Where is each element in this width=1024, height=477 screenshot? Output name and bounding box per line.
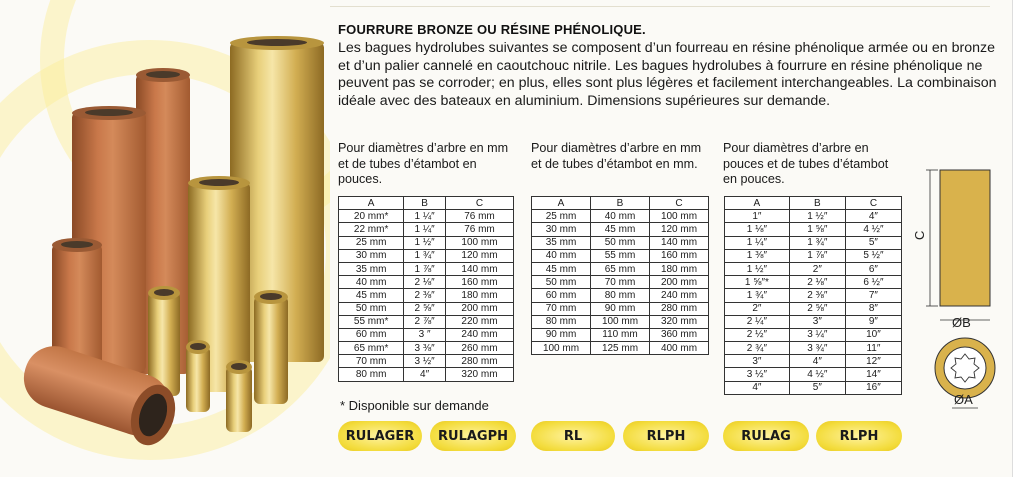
table-cell: 1 ⅜″ xyxy=(725,249,790,262)
table-cell: 6″ xyxy=(845,262,901,275)
table-cell: 1 ½″ xyxy=(404,236,446,249)
table-cell: 50 mm xyxy=(591,236,650,249)
table-cell: 320 mm xyxy=(445,368,513,381)
table-row xyxy=(725,210,902,223)
table-cell: 16″ xyxy=(845,381,901,394)
table-header-cell: C xyxy=(845,197,901,210)
dimension-b-label: ØB xyxy=(952,315,971,330)
table-cell: 280 mm xyxy=(650,302,709,315)
table-row xyxy=(339,315,514,328)
table-row xyxy=(725,236,902,249)
table-header-cell: A xyxy=(339,197,404,210)
bronze-bushing-small xyxy=(254,296,288,404)
table-cell: 8″ xyxy=(845,302,901,315)
table-cell: 4 ½″ xyxy=(789,368,845,381)
table-cell: 2 ⅞″ xyxy=(404,315,446,328)
table-cell: 260 mm xyxy=(445,342,513,355)
table-row xyxy=(339,223,514,236)
table-header-cell: A xyxy=(532,197,591,210)
table-row xyxy=(532,210,709,223)
table-header-row xyxy=(532,197,709,210)
table-row xyxy=(339,302,514,315)
table-cell: 4 ½″ xyxy=(845,223,901,236)
table-cell: 4″ xyxy=(845,210,901,223)
table-cell: 45 mm xyxy=(591,223,650,236)
table-cell: 9″ xyxy=(845,315,901,328)
badge-rulag: RULAG xyxy=(723,421,809,451)
section-description: Les bagues hydrolubes suivantes se composent d’un fourreau en résine phénolique armée ou en bronze et d’un palier cannelé en caoutchouc nitrile. Les bagues hydrolubes à fourrure en résine phénolique ne peuvent pas se corroder; en plus, elles sont plus légères et facilement interchangeables. La combinaison idéale avec des bateaux en aluminium. Dimensions supérieures sur demande. xyxy=(338,40,997,109)
table-row xyxy=(532,249,709,262)
table-cell: 2″ xyxy=(789,262,845,275)
section-title: FOURRURE BRONZE OU RÉSINE PHÉNOLIQUE. xyxy=(338,22,646,37)
table-cell: 3 ⅜″ xyxy=(404,342,446,355)
table-cell: 90 mm xyxy=(591,302,650,315)
table-row xyxy=(725,289,902,302)
top-rule xyxy=(330,6,990,7)
product-photo xyxy=(0,0,330,477)
table-cell: 120 mm xyxy=(650,223,709,236)
bronze-bushing-mini xyxy=(186,346,210,412)
table-cell: 1 ¾″ xyxy=(725,289,790,302)
table-cell: 1 ¼″ xyxy=(404,210,446,223)
table-cell: 1 ½″ xyxy=(789,210,845,223)
table-row xyxy=(532,342,709,355)
table-cell: 2 ⅜″ xyxy=(404,289,446,302)
table-cell: 7″ xyxy=(845,289,901,302)
table-cell: 1″ xyxy=(725,210,790,223)
table-cell: 160 mm xyxy=(650,249,709,262)
table-cell: 180 mm xyxy=(650,262,709,275)
table-cell: 20 mm* xyxy=(339,210,404,223)
table-row xyxy=(339,368,514,381)
table-cell: 50 mm xyxy=(339,302,404,315)
table-cell: 360 mm xyxy=(650,328,709,341)
table-row xyxy=(339,342,514,355)
table-row xyxy=(532,315,709,328)
table-cell: 45 mm xyxy=(339,289,404,302)
table-cell: 240 mm xyxy=(445,328,513,341)
spec-table-mm-mm xyxy=(531,196,709,355)
table-cell: 80 mm xyxy=(591,289,650,302)
badge-rulagph: RULAGPH xyxy=(430,421,516,451)
table-cell: 2 ¼″ xyxy=(725,315,790,328)
spec-table-mm-inch xyxy=(338,196,514,382)
table-cell: 65 mm xyxy=(591,262,650,275)
table-row xyxy=(532,276,709,289)
table-row xyxy=(532,223,709,236)
table-cell: 25 mm xyxy=(339,236,404,249)
table-cell: 200 mm xyxy=(445,302,513,315)
table-cell: 400 mm xyxy=(650,342,709,355)
table-header-cell: B xyxy=(789,197,845,210)
table-cell: 5″ xyxy=(789,381,845,394)
table-cell: 76 mm xyxy=(445,210,513,223)
table-cell: 160 mm xyxy=(445,276,513,289)
table-header-cell: A xyxy=(725,197,790,210)
bushing-side-view xyxy=(940,170,990,306)
table-row xyxy=(532,302,709,315)
table-cell: 2 ⅜″ xyxy=(789,289,845,302)
table-cell: 2 ½″ xyxy=(725,328,790,341)
table-row xyxy=(339,262,514,275)
table-cell: 10″ xyxy=(845,328,901,341)
table-row xyxy=(339,328,514,341)
table-cell: 40 mm xyxy=(591,210,650,223)
table-cell: 40 mm xyxy=(532,249,591,262)
table-cell: 140 mm xyxy=(445,262,513,275)
table-cell: 120 mm xyxy=(445,249,513,262)
bushing-dimension-diagram xyxy=(912,160,1012,420)
table-cell: 70 mm xyxy=(591,276,650,289)
table-row xyxy=(725,342,902,355)
table-cell: 3 ¼″ xyxy=(789,328,845,341)
table-cell: 2 ¾″ xyxy=(725,342,790,355)
table-cell: 200 mm xyxy=(650,276,709,289)
table-cell: 30 mm xyxy=(532,223,591,236)
table-row xyxy=(339,289,514,302)
table-cell: 125 mm xyxy=(591,342,650,355)
table-cell: 5″ xyxy=(845,236,901,249)
table-cell: 35 mm xyxy=(339,262,404,275)
table-cell: 2 ⅛″ xyxy=(404,276,446,289)
table-cell: 60 mm xyxy=(532,289,591,302)
table-row xyxy=(725,381,902,394)
dimension-a-label: ØA xyxy=(954,392,973,407)
table-cell: 35 mm xyxy=(532,236,591,249)
table-row xyxy=(725,262,902,275)
table-header-row xyxy=(339,197,514,210)
table-cell: 1 ⅞″ xyxy=(789,249,845,262)
table-cell: 25 mm xyxy=(532,210,591,223)
table-cell: 1 ¼″ xyxy=(404,223,446,236)
table-cell: 220 mm xyxy=(445,315,513,328)
table-cell: 70 mm xyxy=(532,302,591,315)
badge-rl: RL xyxy=(531,421,615,451)
table-row xyxy=(532,236,709,249)
table-header-cell: C xyxy=(650,197,709,210)
table-cell: 3″ xyxy=(789,315,845,328)
table-cell: 100 mm xyxy=(650,210,709,223)
table-cell: 4″ xyxy=(789,355,845,368)
table-cell: 80 mm xyxy=(339,368,404,381)
table-row xyxy=(339,236,514,249)
table-cell: 2 ⅛″ xyxy=(789,276,845,289)
table-row xyxy=(725,249,902,262)
table-cell: 2 ⅝″ xyxy=(404,302,446,315)
table-cell: 22 mm* xyxy=(339,223,404,236)
table-cell: 110 mm xyxy=(591,328,650,341)
bronze-bushing-mini xyxy=(226,366,252,432)
table-cell: 6 ½″ xyxy=(845,276,901,289)
table-row xyxy=(339,210,514,223)
table-cell: 1 ¾″ xyxy=(404,249,446,262)
table-cell: 60 mm xyxy=(339,328,404,341)
table-cell: 40 mm xyxy=(339,276,404,289)
table-cell: 70 mm xyxy=(339,355,404,368)
table-cell: 90 mm xyxy=(532,328,591,341)
table-cell: 3 ½″ xyxy=(404,355,446,368)
table-row xyxy=(725,355,902,368)
table-row xyxy=(532,262,709,275)
table-cell: 55 mm xyxy=(591,249,650,262)
table-cell: 50 mm xyxy=(532,276,591,289)
table-row xyxy=(339,249,514,262)
table-cell: 320 mm xyxy=(650,315,709,328)
table-row xyxy=(725,328,902,341)
availability-note: * Disponible sur demande xyxy=(340,398,489,413)
table-cell: 140 mm xyxy=(650,236,709,249)
badge-rlph-inch: RLPH xyxy=(816,421,902,451)
table-cell: 55 mm* xyxy=(339,315,404,328)
table-cell: 1 ⅝″* xyxy=(725,276,790,289)
table-row xyxy=(532,289,709,302)
dimension-c-label: C xyxy=(912,230,927,240)
table-cell: 1 ⅛″ xyxy=(725,223,790,236)
table-cell: 5 ½″ xyxy=(845,249,901,262)
column-intro-mm-inch: Pour diamètres d’arbre en mm et de tubes d’étambot en pouces. xyxy=(338,141,509,187)
table-cell: 45 mm xyxy=(532,262,591,275)
table-cell: 2″ xyxy=(725,302,790,315)
column-intro-mm-mm: Pour diamètres d’arbre en mm et de tubes d’étambot en mm. xyxy=(531,141,702,171)
table-row xyxy=(725,315,902,328)
column-intro-inch-inch: Pour diamètres d’arbre en pouces et de tubes d’étambot en pouces. xyxy=(723,141,889,187)
table-cell: 11″ xyxy=(845,342,901,355)
table-cell: 3 ″ xyxy=(404,328,446,341)
table-cell: 3 ¾″ xyxy=(789,342,845,355)
table-header-cell: C xyxy=(445,197,513,210)
table-cell: 240 mm xyxy=(650,289,709,302)
fluted-bore xyxy=(951,354,979,382)
table-cell: 1 ½″ xyxy=(725,262,790,275)
table-cell: 100 mm xyxy=(591,315,650,328)
table-row xyxy=(725,223,902,236)
table-cell: 100 mm xyxy=(445,236,513,249)
page-edge xyxy=(1012,0,1024,477)
table-cell: 100 mm xyxy=(532,342,591,355)
table-cell: 3 ½″ xyxy=(725,368,790,381)
table-cell: 1 ⅞″ xyxy=(404,262,446,275)
table-cell: 80 mm xyxy=(532,315,591,328)
table-cell: 280 mm xyxy=(445,355,513,368)
table-cell: 30 mm xyxy=(339,249,404,262)
table-cell: 180 mm xyxy=(445,289,513,302)
table-header-row xyxy=(725,197,902,210)
badge-rulager: RULAGER xyxy=(338,421,422,451)
table-header-cell: B xyxy=(591,197,650,210)
table-row xyxy=(339,276,514,289)
table-cell: 4″ xyxy=(725,381,790,394)
table-cell: 3″ xyxy=(725,355,790,368)
table-cell: 4″ xyxy=(404,368,446,381)
table-cell: 2 ⅝″ xyxy=(789,302,845,315)
table-row xyxy=(725,302,902,315)
table-row xyxy=(532,328,709,341)
table-row xyxy=(339,355,514,368)
table-cell: 12″ xyxy=(845,355,901,368)
table-cell: 1 ⅝″ xyxy=(789,223,845,236)
table-cell: 76 mm xyxy=(445,223,513,236)
badge-rlph: RLPH xyxy=(623,421,709,451)
table-row xyxy=(725,368,902,381)
table-cell: 1 ¾″ xyxy=(789,236,845,249)
table-row xyxy=(725,276,902,289)
table-cell: 14″ xyxy=(845,368,901,381)
table-cell: 1 ¼″ xyxy=(725,236,790,249)
table-cell: 65 mm* xyxy=(339,342,404,355)
spec-table-inch-inch xyxy=(724,196,902,395)
table-header-cell: B xyxy=(404,197,446,210)
